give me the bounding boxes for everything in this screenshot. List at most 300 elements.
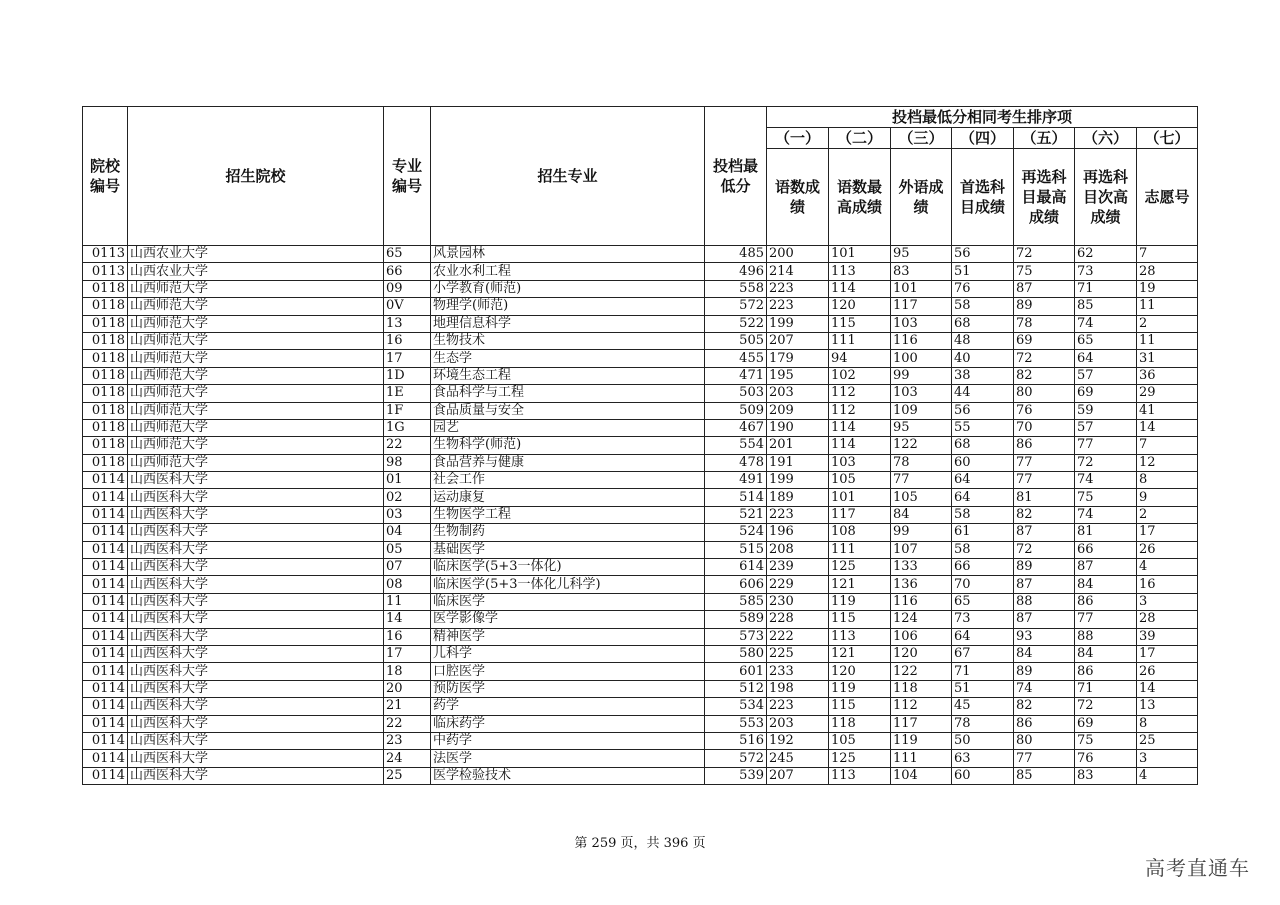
elective-second-cell: 77 [1075,437,1137,454]
elective-max-cell: 82 [1014,506,1075,523]
chinese-math-max-cell: 120 [829,298,891,315]
first-subject-cell: 76 [952,280,1014,297]
elective-second-cell: 74 [1075,472,1137,489]
table-row [83,489,1198,506]
elective-max-cell: 87 [1014,611,1075,628]
school-name-cell: 山西医科大学 [128,593,384,610]
table-row [83,576,1198,593]
elective-max-cell: 87 [1014,280,1075,297]
elective-second-cell: 88 [1075,628,1137,645]
preference-no-cell: 17 [1137,524,1198,541]
elective-max-cell: 69 [1014,332,1075,349]
foreign-language-cell: 122 [891,663,952,680]
elective-second-cell: 57 [1075,367,1137,384]
preference-no-cell: 11 [1137,298,1198,315]
school-code-cell: 0114 [83,680,128,697]
school-name-cell: 山西师范大学 [128,298,384,315]
school-code-cell: 0114 [83,489,128,506]
min-score-cell: 509 [705,402,767,419]
elective-max-cell: 77 [1014,454,1075,471]
header-min-score: 投档最低分 [705,107,767,246]
tie-item-first-subject: 首选科目成绩 [952,149,1014,246]
chinese-math-cell: 228 [767,611,829,628]
chinese-math-max-cell: 112 [829,385,891,402]
first-subject-cell: 68 [952,315,1014,332]
preference-no-cell: 25 [1137,732,1198,749]
min-score-cell: 455 [705,350,767,367]
first-subject-cell: 71 [952,663,1014,680]
min-score-cell: 512 [705,680,767,697]
major-name-cell: 食品科学与工程 [431,385,705,402]
major-code-cell: 13 [384,315,431,332]
chinese-math-cell: 189 [767,489,829,506]
min-score-cell: 572 [705,298,767,315]
elective-max-cell: 75 [1014,263,1075,280]
elective-second-cell: 57 [1075,419,1137,436]
preference-no-cell: 2 [1137,506,1198,523]
preference-no-cell: 12 [1137,454,1198,471]
chinese-math-max-cell: 115 [829,611,891,628]
foreign-language-cell: 95 [891,419,952,436]
header-major-name: 招生专业 [431,107,705,246]
major-code-cell: 11 [384,593,431,610]
elective-second-cell: 69 [1075,385,1137,402]
elective-second-cell: 77 [1075,611,1137,628]
foreign-language-cell: 119 [891,732,952,749]
first-subject-cell: 60 [952,454,1014,471]
chinese-math-cell: 199 [767,472,829,489]
foreign-language-cell: 84 [891,506,952,523]
school-name-cell: 山西农业大学 [128,246,384,263]
major-name-cell: 预防医学 [431,680,705,697]
major-code-cell: 09 [384,280,431,297]
table-row [83,246,1198,263]
major-code-cell: 17 [384,645,431,662]
foreign-language-cell: 107 [891,541,952,558]
chinese-math-cell: 239 [767,559,829,576]
table-row [83,715,1198,732]
major-name-cell: 生态学 [431,350,705,367]
major-code-cell: 20 [384,680,431,697]
preference-no-cell: 7 [1137,246,1198,263]
major-code-cell: 1G [384,419,431,436]
elective-max-cell: 82 [1014,367,1075,384]
table-row [83,506,1198,523]
school-name-cell: 山西医科大学 [128,472,384,489]
school-name-cell: 山西师范大学 [128,332,384,349]
elective-second-cell: 74 [1075,506,1137,523]
school-code-cell: 0118 [83,419,128,436]
min-score-cell: 606 [705,576,767,593]
school-name-cell: 山西医科大学 [128,611,384,628]
elective-max-cell: 89 [1014,559,1075,576]
first-subject-cell: 55 [952,419,1014,436]
preference-no-cell: 14 [1137,419,1198,436]
elective-max-cell: 85 [1014,767,1075,784]
school-code-cell: 0118 [83,454,128,471]
chinese-math-max-cell: 120 [829,663,891,680]
min-score-cell: 467 [705,419,767,436]
table-row [83,315,1198,332]
chinese-math-max-cell: 102 [829,367,891,384]
header-school-code: 院校编号 [83,107,128,246]
foreign-language-cell: 111 [891,750,952,767]
first-subject-cell: 60 [952,767,1014,784]
foreign-language-cell: 117 [891,715,952,732]
first-subject-cell: 58 [952,541,1014,558]
school-code-cell: 0118 [83,280,128,297]
major-name-cell: 地理信息科学 [431,315,705,332]
school-name-cell: 山西医科大学 [128,628,384,645]
foreign-language-cell: 122 [891,437,952,454]
min-score-cell: 503 [705,385,767,402]
chinese-math-max-cell: 105 [829,732,891,749]
elective-second-cell: 73 [1075,263,1137,280]
min-score-cell: 601 [705,663,767,680]
elective-second-cell: 71 [1075,280,1137,297]
chinese-math-cell: 208 [767,541,829,558]
chinese-math-cell: 225 [767,645,829,662]
first-subject-cell: 73 [952,611,1014,628]
chinese-math-max-cell: 125 [829,750,891,767]
school-code-cell: 0113 [83,246,128,263]
major-name-cell: 药学 [431,698,705,715]
min-score-cell: 558 [705,280,767,297]
min-score-cell: 585 [705,593,767,610]
chinese-math-cell: 233 [767,663,829,680]
school-code-cell: 0114 [83,628,128,645]
elective-max-cell: 70 [1014,419,1075,436]
table-row [83,437,1198,454]
preference-no-cell: 9 [1137,489,1198,506]
major-code-cell: 1E [384,385,431,402]
min-score-cell: 471 [705,367,767,384]
min-score-cell: 515 [705,541,767,558]
chinese-math-cell: 223 [767,698,829,715]
first-subject-cell: 51 [952,263,1014,280]
school-code-cell: 0114 [83,645,128,662]
school-code-cell: 0118 [83,332,128,349]
min-score-cell: 524 [705,524,767,541]
major-name-cell: 园艺 [431,419,705,436]
table-row [83,454,1198,471]
elective-max-cell: 72 [1014,350,1075,367]
foreign-language-cell: 118 [891,680,952,697]
school-code-cell: 0114 [83,611,128,628]
foreign-language-cell: 112 [891,698,952,715]
chinese-math-max-cell: 115 [829,698,891,715]
major-code-cell: 02 [384,489,431,506]
chinese-math-max-cell: 113 [829,263,891,280]
elective-second-cell: 86 [1075,663,1137,680]
school-name-cell: 山西师范大学 [128,315,384,332]
school-name-cell: 山西医科大学 [128,559,384,576]
min-score-cell: 580 [705,645,767,662]
elective-max-cell: 80 [1014,385,1075,402]
elective-second-cell: 85 [1075,298,1137,315]
table-row [83,593,1198,610]
foreign-language-cell: 106 [891,628,952,645]
tie-item-preference-no: 志愿号 [1137,149,1198,246]
min-score-cell: 572 [705,750,767,767]
elective-max-cell: 87 [1014,524,1075,541]
chinese-math-cell: 245 [767,750,829,767]
first-subject-cell: 45 [952,698,1014,715]
school-name-cell: 山西医科大学 [128,715,384,732]
chinese-math-cell: 223 [767,280,829,297]
min-score-cell: 514 [705,489,767,506]
preference-no-cell: 8 [1137,472,1198,489]
first-subject-cell: 67 [952,645,1014,662]
school-code-cell: 0118 [83,298,128,315]
school-name-cell: 山西医科大学 [128,663,384,680]
foreign-language-cell: 116 [891,332,952,349]
first-subject-cell: 70 [952,576,1014,593]
chinese-math-cell: 192 [767,732,829,749]
major-name-cell: 运动康复 [431,489,705,506]
school-code-cell: 0114 [83,541,128,558]
elective-second-cell: 87 [1075,559,1137,576]
major-code-cell: 07 [384,559,431,576]
first-subject-cell: 65 [952,593,1014,610]
chinese-math-cell: 200 [767,246,829,263]
min-score-cell: 534 [705,698,767,715]
preference-no-cell: 11 [1137,332,1198,349]
major-name-cell: 中药学 [431,732,705,749]
elective-second-cell: 66 [1075,541,1137,558]
chinese-math-max-cell: 119 [829,593,891,610]
school-name-cell: 山西师范大学 [128,367,384,384]
elective-max-cell: 74 [1014,680,1075,697]
tie-item-elective-second: 再选科目次高成绩 [1075,149,1137,246]
preference-no-cell: 26 [1137,663,1198,680]
chinese-math-cell: 203 [767,385,829,402]
school-code-cell: 0114 [83,576,128,593]
foreign-language-cell: 83 [891,263,952,280]
preference-no-cell: 17 [1137,645,1198,662]
foreign-language-cell: 116 [891,593,952,610]
elective-max-cell: 77 [1014,472,1075,489]
chinese-math-cell: 214 [767,263,829,280]
elective-max-cell: 86 [1014,437,1075,454]
chinese-math-cell: 207 [767,767,829,784]
foreign-language-cell: 100 [891,350,952,367]
foreign-language-cell: 133 [891,559,952,576]
first-subject-cell: 61 [952,524,1014,541]
major-name-cell: 食品营养与健康 [431,454,705,471]
foreign-language-cell: 99 [891,367,952,384]
chinese-math-max-cell: 101 [829,489,891,506]
chinese-math-cell: 179 [767,350,829,367]
major-code-cell: 03 [384,506,431,523]
chinese-math-cell: 230 [767,593,829,610]
first-subject-cell: 40 [952,350,1014,367]
elective-max-cell: 89 [1014,298,1075,315]
tie-item-chinese-math-max: 语数最高成绩 [829,149,891,246]
major-name-cell: 儿科学 [431,645,705,662]
elective-max-cell: 87 [1014,576,1075,593]
foreign-language-cell: 117 [891,298,952,315]
school-name-cell: 山西医科大学 [128,506,384,523]
preference-no-cell: 31 [1137,350,1198,367]
chinese-math-max-cell: 114 [829,437,891,454]
elective-second-cell: 83 [1075,767,1137,784]
school-code-cell: 0118 [83,350,128,367]
school-code-cell: 0114 [83,767,128,784]
preference-no-cell: 39 [1137,628,1198,645]
tie-order-2: （二） [829,128,891,149]
preference-no-cell: 26 [1137,541,1198,558]
school-code-cell: 0118 [83,315,128,332]
header-school-name: 招生院校 [128,107,384,246]
min-score-cell: 573 [705,628,767,645]
major-code-cell: 16 [384,628,431,645]
major-code-cell: 01 [384,472,431,489]
preference-no-cell: 13 [1137,698,1198,715]
chinese-math-max-cell: 113 [829,628,891,645]
major-name-cell: 临床医学(5+3一体化) [431,559,705,576]
school-name-cell: 山西师范大学 [128,419,384,436]
chinese-math-max-cell: 114 [829,280,891,297]
school-code-cell: 0118 [83,385,128,402]
major-code-cell: 16 [384,332,431,349]
elective-max-cell: 77 [1014,750,1075,767]
table-row [83,367,1198,384]
table-row [83,350,1198,367]
school-name-cell: 山西师范大学 [128,350,384,367]
min-score-cell: 521 [705,506,767,523]
chinese-math-max-cell: 105 [829,472,891,489]
min-score-cell: 496 [705,263,767,280]
foreign-language-cell: 99 [891,524,952,541]
school-name-cell: 山西师范大学 [128,385,384,402]
elective-second-cell: 72 [1075,454,1137,471]
elective-second-cell: 84 [1075,645,1137,662]
foreign-language-cell: 105 [891,489,952,506]
table-row [83,402,1198,419]
major-name-cell: 生物医学工程 [431,506,705,523]
preference-no-cell: 41 [1137,402,1198,419]
first-subject-cell: 64 [952,472,1014,489]
school-code-cell: 0118 [83,437,128,454]
school-name-cell: 山西医科大学 [128,732,384,749]
chinese-math-max-cell: 108 [829,524,891,541]
chinese-math-cell: 201 [767,437,829,454]
school-name-cell: 山西医科大学 [128,489,384,506]
chinese-math-max-cell: 111 [829,332,891,349]
preference-no-cell: 36 [1137,367,1198,384]
table-row [83,419,1198,436]
chinese-math-cell: 207 [767,332,829,349]
school-name-cell: 山西医科大学 [128,576,384,593]
min-score-cell: 505 [705,332,767,349]
first-subject-cell: 44 [952,385,1014,402]
min-score-cell: 614 [705,559,767,576]
foreign-language-cell: 77 [891,472,952,489]
preference-no-cell: 2 [1137,315,1198,332]
major-code-cell: 22 [384,715,431,732]
chinese-math-max-cell: 101 [829,246,891,263]
major-code-cell: 1F [384,402,431,419]
chinese-math-cell: 190 [767,419,829,436]
elective-second-cell: 59 [1075,402,1137,419]
major-name-cell: 法医学 [431,750,705,767]
major-name-cell: 小学教育(师范) [431,280,705,297]
first-subject-cell: 63 [952,750,1014,767]
min-score-cell: 485 [705,246,767,263]
chinese-math-max-cell: 119 [829,680,891,697]
school-code-cell: 0113 [83,263,128,280]
elective-max-cell: 93 [1014,628,1075,645]
major-name-cell: 生物科学(师范) [431,437,705,454]
min-score-cell: 491 [705,472,767,489]
elective-second-cell: 64 [1075,350,1137,367]
school-code-cell: 0118 [83,402,128,419]
tie-order-5: （五） [1014,128,1075,149]
chinese-math-cell: 223 [767,506,829,523]
major-code-cell: 04 [384,524,431,541]
major-name-cell: 社会工作 [431,472,705,489]
table-row [83,541,1198,558]
tie-item-chinese-math: 语数成绩 [767,149,829,246]
elective-second-cell: 75 [1075,732,1137,749]
school-code-cell: 0114 [83,524,128,541]
tie-item-foreign-language: 外语成绩 [891,149,952,246]
foreign-language-cell: 109 [891,402,952,419]
foreign-language-cell: 120 [891,645,952,662]
foreign-language-cell: 101 [891,280,952,297]
major-name-cell: 生物技术 [431,332,705,349]
elective-max-cell: 88 [1014,593,1075,610]
school-name-cell: 山西医科大学 [128,524,384,541]
major-name-cell: 精神医学 [431,628,705,645]
preference-no-cell: 19 [1137,280,1198,297]
min-score-cell: 554 [705,437,767,454]
elective-max-cell: 72 [1014,541,1075,558]
elective-second-cell: 86 [1075,593,1137,610]
chinese-math-max-cell: 103 [829,454,891,471]
major-code-cell: 24 [384,750,431,767]
elective-max-cell: 78 [1014,315,1075,332]
major-name-cell: 物理学(师范) [431,298,705,315]
first-subject-cell: 51 [952,680,1014,697]
chinese-math-cell: 196 [767,524,829,541]
elective-second-cell: 71 [1075,680,1137,697]
school-code-cell: 0114 [83,698,128,715]
tie-order-4: （四） [952,128,1014,149]
major-code-cell: 05 [384,541,431,558]
school-code-cell: 0114 [83,715,128,732]
school-name-cell: 山西医科大学 [128,698,384,715]
min-score-cell: 478 [705,454,767,471]
first-subject-cell: 78 [952,715,1014,732]
elective-max-cell: 76 [1014,402,1075,419]
tie-order-6: （六） [1075,128,1137,149]
first-subject-cell: 66 [952,559,1014,576]
major-code-cell: 18 [384,663,431,680]
major-code-cell: 14 [384,611,431,628]
elective-second-cell: 75 [1075,489,1137,506]
table-row [83,680,1198,697]
preference-no-cell: 3 [1137,593,1198,610]
preference-no-cell: 16 [1137,576,1198,593]
tie-item-elective-max: 再选科目最高成绩 [1014,149,1075,246]
first-subject-cell: 56 [952,402,1014,419]
min-score-cell: 553 [705,715,767,732]
first-subject-cell: 64 [952,489,1014,506]
major-code-cell: 17 [384,350,431,367]
major-code-cell: 98 [384,454,431,471]
